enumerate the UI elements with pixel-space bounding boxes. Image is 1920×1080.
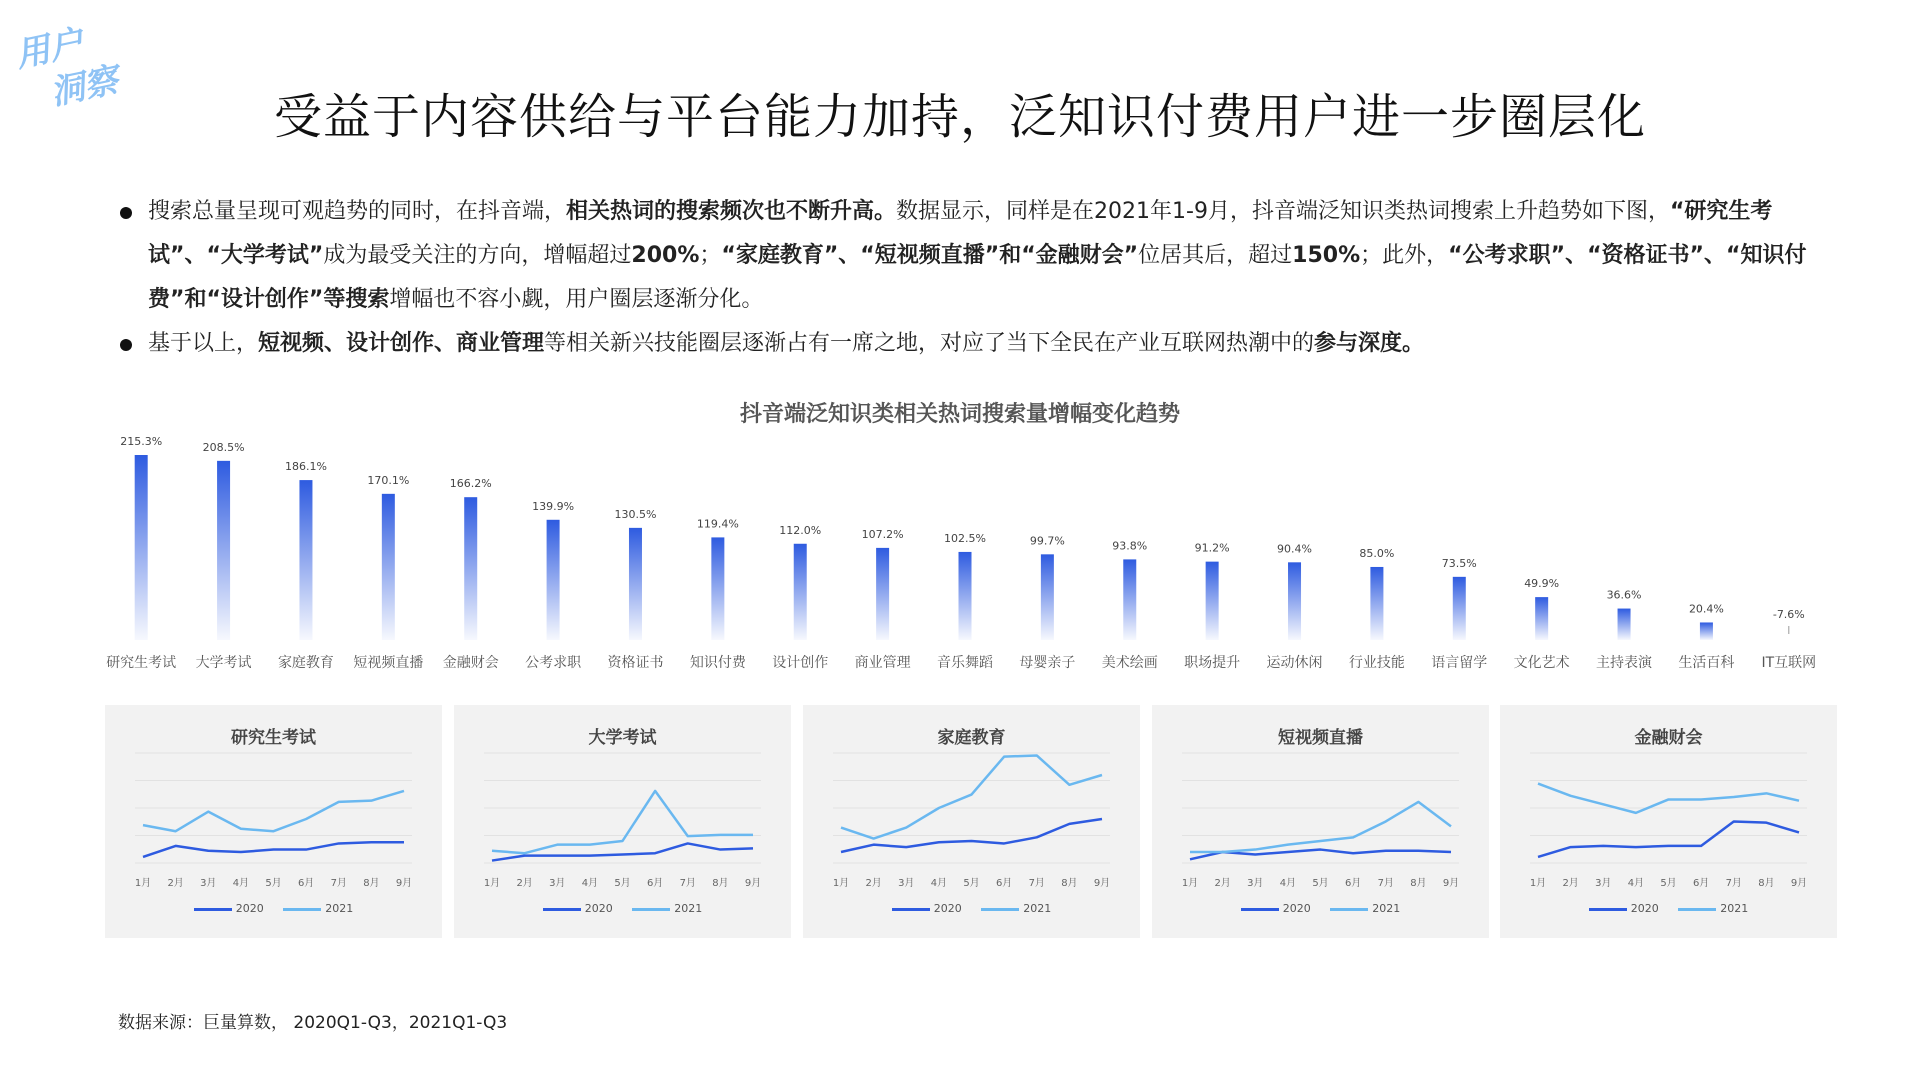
data-source-note: 数据来源：巨量算数， 2020Q1-Q3，2021Q1-Q3 [118,1013,508,1033]
bar-value-label: 208.5% [202,440,245,454]
month-label: 3月 [549,878,566,889]
month-label: 8月 [1758,878,1775,889]
series-line-2021 [1190,802,1451,852]
bar-value-label: 102.5% [944,531,986,545]
month-label: 9月 [744,878,762,889]
category-label: 研究生考试 [106,655,177,671]
line-chart-panel [105,705,442,938]
category-label: 母婴亲子 [1019,655,1076,671]
bullet-text-segment: 增幅也不容小觑，用户圈层逐渐分化。 [389,287,764,312]
bullet-text-segment: 成为最受关注的方向，增幅超过 [323,243,632,268]
month-label: 7月 [1377,878,1394,889]
legend-swatch [1678,908,1716,911]
category-label: 家庭教育 [277,655,334,671]
month-label: 9月 [1093,878,1111,889]
line-chart-panel [454,705,791,938]
legend [1152,902,1489,915]
bullet-text-segment: 相关热词的搜索频次也不断升高。 [566,199,897,224]
bullet-text-segment: “研究生考试”、“大学考试” [148,199,1773,268]
month-label: 4月 [930,878,948,889]
month-label: 2月 [167,878,184,889]
bar-value-label: 139.9% [532,499,575,513]
bullet-text-segment: 150% [1292,243,1361,268]
legend-label: 2021 [1720,902,1749,915]
legend-label: 2020 [933,902,962,915]
legend-label: 2020 [1630,902,1659,915]
category-label: 商业管理 [854,655,911,671]
bullet-text-segment: 位居其后，超过 [1138,243,1293,268]
legend-label: 2021 [325,902,354,915]
category-label: IT互联网 [1761,655,1817,671]
category-label: 金融财会 [442,655,499,671]
series-line-2020 [143,842,404,857]
category-label: 运动休闲 [1266,655,1323,671]
month-label: 4月 [1627,878,1645,889]
panel-title: 研究生考试 [231,728,316,748]
category-label: 短视频直播 [353,655,424,671]
bar [299,480,312,640]
bar-value-label: 186.1% [284,460,327,474]
month-label: 7月 [330,878,347,889]
month-label: 1月 [1181,878,1199,889]
month-label: 5月 [614,878,631,889]
month-label: 1月 [483,878,501,889]
legend-label: 2021 [1023,902,1052,915]
bar-value-label: 91.2% [1194,541,1230,555]
panel-title: 家庭教育 [937,728,1006,748]
bar-chart-title: 抖音端泛知识类相关热词搜索量增幅变化趋势 [739,402,1180,427]
bar-value-label: 85.0% [1359,546,1395,560]
bar-value-label: 99.7% [1029,534,1065,548]
category-label: 行业技能 [1348,655,1405,671]
month-label: 2月 [516,878,533,889]
month-label: 5月 [1660,878,1677,889]
month-label: 3月 [1247,878,1264,889]
legend-label: 2020 [584,902,613,915]
bar [217,461,230,640]
month-label: 1月 [134,878,152,889]
category-label: 知识付费 [689,655,746,671]
bar-value-label: 73.5% [1441,556,1477,570]
bullet-text-segment: 搜索总量呈现可观趋势的同时，在抖音端， [148,199,567,224]
month-label: 7月 [1725,878,1742,889]
legend-item-2021 [1330,902,1400,915]
series-line-2021 [143,791,404,831]
bar [1041,554,1054,640]
legend-swatch [892,908,930,911]
legend [454,902,791,915]
month-label: 6月 [1344,878,1362,889]
bar [629,528,642,640]
bar [382,494,395,640]
month-label: 3月 [1595,878,1612,889]
bullet-text-segment: ； [699,243,722,268]
bar [1618,609,1631,640]
series-line-2021 [492,791,753,853]
bar-value-label: 170.1% [367,473,410,487]
month-label: 2月 [1562,878,1579,889]
bar [1453,577,1466,640]
month-label: 1月 [832,878,850,889]
legend-label: 2020 [235,902,264,915]
bullet-list [118,190,1833,366]
bar-value-label: 36.6% [1606,588,1642,602]
category-label: 音乐舞蹈 [937,655,993,671]
line-chart-panel [1500,705,1837,938]
month-label: 4月 [232,878,250,889]
bar-value-label: 49.9% [1524,577,1560,591]
bar-value-label: 215.3% [120,435,163,448]
month-label: 8月 [1061,878,1078,889]
panel-title: 短视频直播 [1278,728,1363,748]
bar-value-label: 20.4% [1688,602,1724,616]
legend [105,902,442,915]
month-label: 6月 [1692,878,1710,889]
month-label: 9月 [1790,878,1808,889]
category-label: 主持表演 [1596,655,1653,671]
bar [1700,622,1713,640]
bar-value-label: 166.2% [449,477,492,491]
month-label: 4月 [581,878,599,889]
bullet-text-segment: “家庭教育”、“短视频直播”和“金融财会” [721,243,1139,268]
month-label: 8月 [363,878,380,889]
category-label: 大学考试 [195,655,252,671]
month-label: 2月 [1214,878,1231,889]
bar-value-label: 130.5% [614,507,657,521]
bullet-text-segment: ；此外， [1360,243,1449,268]
bar-value-label: 119.4% [696,517,739,531]
bar [547,520,560,640]
series-line-2020 [1538,821,1799,856]
legend [803,902,1140,915]
bar [1535,597,1548,640]
legend-item-2021 [283,902,353,915]
month-label: 3月 [898,878,915,889]
category-label: 美术绘画 [1101,655,1158,671]
bar-value-label: 112.0% [779,523,822,537]
panel-title: 大学考试 [588,728,657,748]
bullet-text-segment: 数据显示，同样是在2021年1-9月，抖音端泛知识类热词搜索上升趋势如下图， [896,199,1670,224]
legend-item-2020 [194,902,264,915]
category-label: 语言留学 [1431,655,1488,671]
month-label: 7月 [1028,878,1045,889]
legend-item-2021 [981,902,1051,915]
bullet-text-segment: 短视频、设计创作、商业管理 [258,331,545,356]
legend-label: 2021 [1372,902,1401,915]
bullet-text-segment: 参与深度。 [1314,331,1425,356]
bar [1288,562,1301,640]
bar-value-label: 107.2% [861,527,904,541]
bar-value-label: 93.8% [1112,539,1148,553]
month-label: 8月 [1410,878,1427,889]
month-label: 9月 [1442,878,1460,889]
bullet-item [118,190,1833,322]
month-label: 7月 [679,878,696,889]
month-label: 6月 [646,878,664,889]
bullet-text-segment: 等相关新兴技能圈层逐渐占有一席之地，对应了当下全民在产业互联网热潮中的 [544,331,1315,356]
category-label: 职场提升 [1184,655,1241,671]
legend-item-2020 [1589,902,1659,915]
category-label: 生活百科 [1678,655,1735,671]
bar [711,537,724,640]
bar [794,544,807,640]
month-label: 9月 [395,878,413,889]
logo-line-2: 洞察 [46,60,122,114]
bar [464,497,477,640]
bar-value-label: -7.6% [1772,608,1805,621]
month-label: 2月 [865,878,882,889]
bullet-item [118,322,1833,366]
legend-swatch [283,908,321,911]
bar [1206,562,1219,640]
legend-swatch [1241,908,1279,911]
line-chart-panel [803,705,1140,938]
category-label: 资格证书 [607,655,664,671]
bar-chart [100,430,1830,690]
page-title: 受益于内容供给与平台能力加持，泛知识付费用户进一步圈层化 [273,89,1646,145]
month-label: 4月 [1279,878,1297,889]
legend-swatch [981,908,1019,911]
bar-value-label: 90.4% [1277,542,1313,556]
legend-swatch [543,908,581,911]
bar [959,552,972,640]
line-chart-panel [1152,705,1489,938]
category-label: 文化艺术 [1513,655,1570,671]
bullet-text-segment: 基于以上， [148,331,259,356]
month-label: 3月 [200,878,217,889]
legend-swatch [1589,908,1627,911]
bar [1123,559,1136,640]
month-label: 1月 [1529,878,1547,889]
legend-item-2020 [892,902,962,915]
month-label: 6月 [995,878,1013,889]
bar [135,455,148,640]
month-label: 6月 [297,878,315,889]
legend-item-2020 [543,902,613,915]
category-label: 设计创作 [772,655,829,671]
legend-item-2021 [1678,902,1748,915]
bullet-text-segment: 200% [631,243,700,268]
legend-swatch [194,908,232,911]
legend [1500,902,1837,915]
bar [876,548,889,640]
legend-swatch [1330,908,1368,911]
legend-label: 2021 [674,902,703,915]
legend-item-2021 [632,902,702,915]
month-label: 5月 [265,878,282,889]
category-label: 公考求职 [525,655,582,671]
legend-item-2020 [1241,902,1311,915]
legend-swatch [632,908,670,911]
legend-label: 2020 [1282,902,1311,915]
bullet-text-segment: “公考求职”、“资格证书”、“知识付费”和“设计创作”等搜索 [148,243,1807,312]
month-label: 8月 [712,878,729,889]
month-label: 5月 [1312,878,1329,889]
panel-title: 金融财会 [1634,728,1703,748]
month-label: 5月 [963,878,980,889]
logo-line-1: 用户 [12,22,88,76]
bar [1370,567,1383,640]
